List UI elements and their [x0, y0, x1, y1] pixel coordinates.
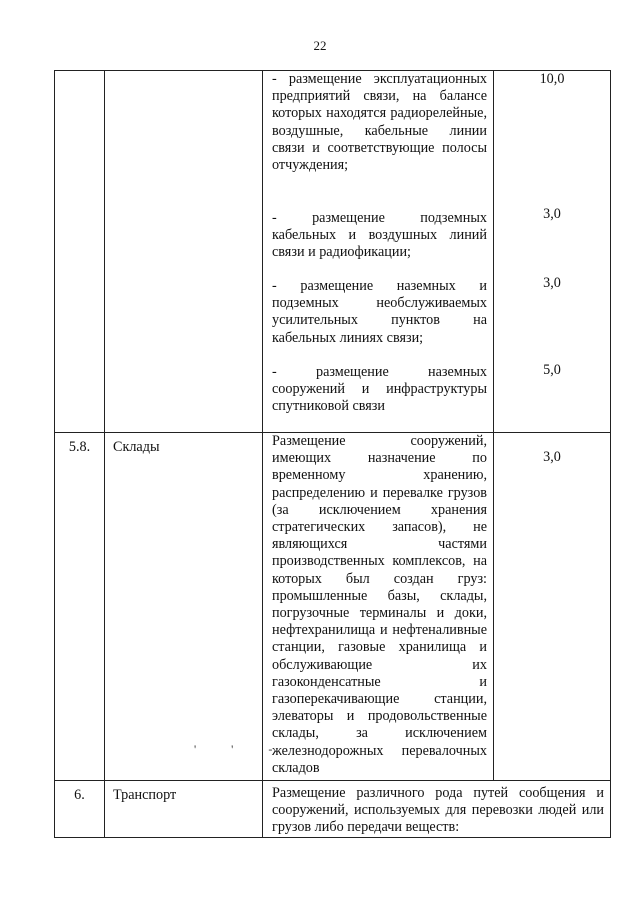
item-value: 3,0: [543, 275, 561, 292]
row-name-cell: [105, 71, 263, 433]
row-number-cell: 6.: [55, 781, 105, 838]
table-row: [55, 433, 611, 781]
page-number: 22: [313, 38, 327, 53]
stray-marks: ' ' -: [194, 742, 289, 756]
item-value: 3,0: [543, 449, 561, 465]
row-number-cell: 5.8.: [55, 433, 105, 781]
row-number-cell: [55, 71, 105, 433]
row-description-cell: [263, 71, 494, 433]
table-row: [55, 781, 611, 838]
land-use-table: [54, 70, 611, 838]
table-row: [55, 71, 611, 433]
row-description-cell: [263, 781, 611, 838]
item-value: 5,0: [543, 361, 561, 378]
row-value-cell: [494, 433, 611, 781]
row-name-cell: Склады: [105, 433, 263, 781]
item-description: - размещение эксплуатационных предприятий связи, на балансе которых находятся радиорелейные, воздушные, кабельные линии связи и соответствующие полосы отчуждения;: [272, 71, 487, 174]
item-value: 3,0: [543, 206, 561, 223]
row-name-cell: Транспорт: [105, 781, 263, 838]
item-description: - размещение наземных сооружений и инфраструктуры спутниковой связи: [272, 364, 487, 415]
row-description-cell: [263, 433, 494, 781]
item-description: - размещение наземных и подземных необслуживаемых усилительных пунктов на кабельных линиях связи;: [272, 278, 487, 346]
item-value: 10,0: [539, 71, 565, 87]
item-description: - размещение подземных кабельных и воздушных линий связи и радиофикации;: [272, 210, 487, 261]
item-description: Размещение сооружений, имеющих назначение по временному хранению, распределению и перевалке грузов (за исключением хранения стратегических запасов), не являющихся частями производственных комплексов, на которых был создан груз: промышленные базы, склады, погрузочные терминалы и доки, нефтехранилища и нефтеналивные станции, газовые хранилища и обслуживающие их газоконденсатные и газоперекачивающие станции, элеваторы и продовольственные склады, за исключением железнодорожных перевалочных складов: [272, 433, 487, 776]
row-value-cell: [494, 71, 611, 433]
item-description: Размещение различного рода путей сообщения и сооружений, используемых для перевозки людей или грузов либо передачи веществ:: [272, 785, 604, 836]
